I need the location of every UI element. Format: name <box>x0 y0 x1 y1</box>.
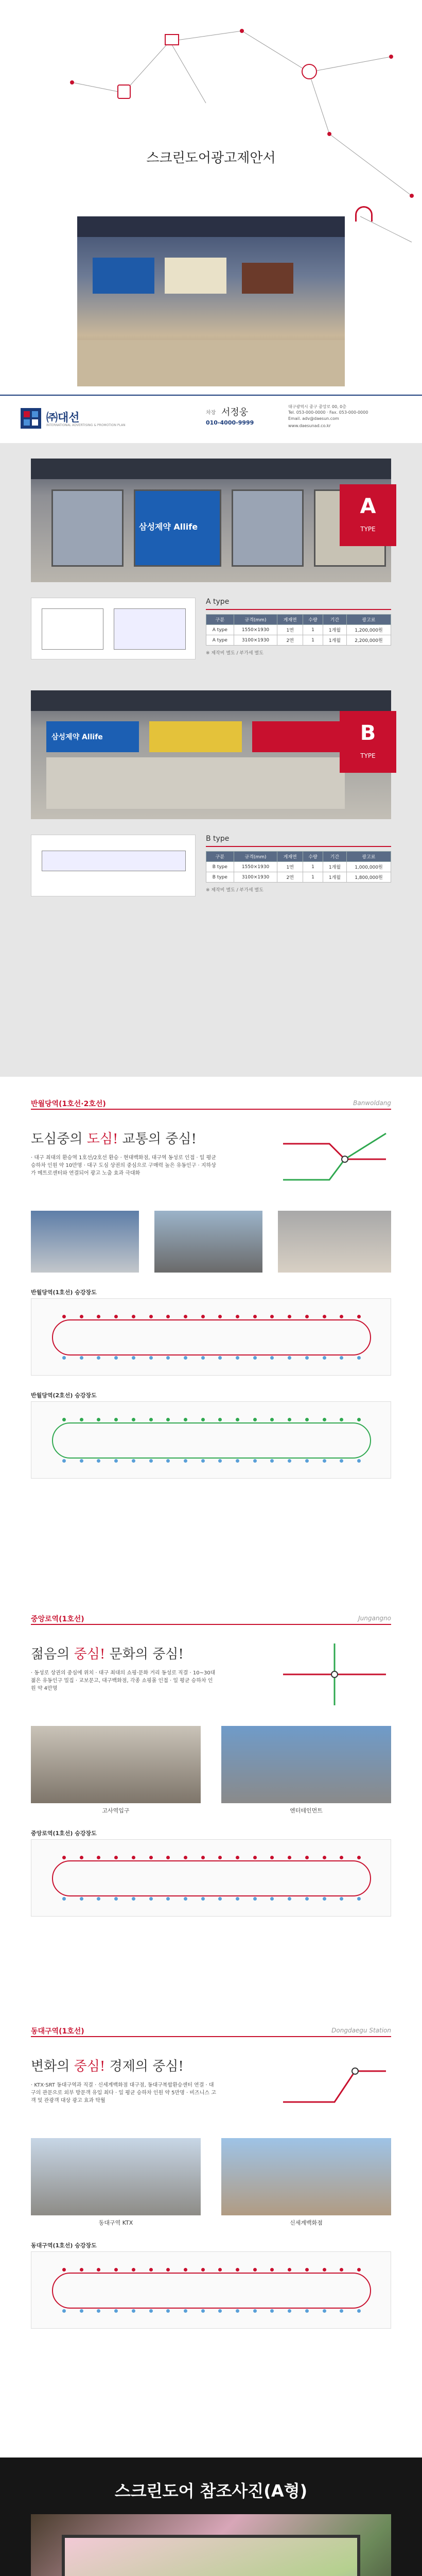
screen-door-dot <box>218 1897 222 1901</box>
screen-door-dot <box>323 2309 326 2313</box>
screen-door-dot <box>201 1418 205 1421</box>
banwoldang-en: Banwoldang <box>353 1099 391 1107</box>
screen-door-dot <box>253 2309 257 2313</box>
screen-door-dot <box>184 1315 187 1318</box>
jungangno-en: Jungangno <box>358 1615 391 1622</box>
jungangno-photo-2-caption: 엔터테인먼트 <box>290 1807 323 1814</box>
screen-door-dot <box>340 1356 343 1360</box>
screen-door-dot <box>114 2309 118 2313</box>
screen-door-dot <box>80 1856 83 1859</box>
b-type-note: ※ 제작비 별도 / 부가세 별도 <box>206 888 263 893</box>
screen-door-dot <box>253 1459 257 1463</box>
globe-icon <box>302 64 317 79</box>
screen-door-dot <box>270 1459 274 1463</box>
screen-door-dot <box>166 1315 170 1318</box>
screen-door-dot <box>132 1897 135 1901</box>
a-type-note: ※ 제작비 별도 / 부가세 별도 <box>206 651 263 656</box>
ref-a-section <box>0 2458 422 2576</box>
screen-door-dot <box>340 1418 343 1421</box>
screen-door-dot <box>166 2268 170 2272</box>
screen-door-dot <box>114 2268 118 2272</box>
table-header-cell: 기간 <box>323 615 346 625</box>
table-cell: 1면 <box>277 862 303 872</box>
screen-door-dot <box>236 1418 239 1421</box>
screen-door-dot <box>166 1418 170 1421</box>
jungangno-photo-2 <box>221 1726 391 1803</box>
screen-door-dot <box>97 1897 100 1901</box>
ref-a-title: 스크린도어 참조사진(A형) <box>114 2481 308 2501</box>
address-line1: 대구광역시 중구 중앙로 00, 0층 <box>288 404 346 409</box>
screen-door-dot <box>357 2268 361 2272</box>
screen-door-dot <box>184 1459 187 1463</box>
screen-door-dot <box>236 2309 239 2313</box>
screen-door-dot <box>270 2268 274 2272</box>
banwoldang-section <box>0 1077 422 1602</box>
screen-door-dot <box>288 1356 291 1360</box>
screen-door-dot <box>323 1315 326 1318</box>
screen-door-dot <box>184 1418 187 1421</box>
banwoldang-bullets: · 대구 최대의 환승역 1호선/2호선 환승 · 현대백화점, 대구역 동성로 인접 · 일 평균 승하차 인원 약 10만명 · 대구 도심 상권의 중심으로 구매력 높은 유동인구 · 지하상가 메트로센터와 연결되어 광고 노출 효과 극대화 <box>31 1155 216 1176</box>
table-header-cell: 수량 <box>303 615 323 625</box>
screen-door-dot <box>62 1856 66 1859</box>
table-header-cell: 광고료 <box>346 615 391 625</box>
screen-door-dot <box>201 1315 205 1318</box>
screen-door-dot <box>166 1459 170 1463</box>
table-cell: 1,800,000원 <box>346 872 391 883</box>
table-cell: 1 <box>303 872 323 883</box>
screen-door-dot <box>114 1315 118 1318</box>
table-cell: B type <box>206 862 234 872</box>
screen-door-dot <box>253 1418 257 1421</box>
screen-door-dot <box>62 1897 66 1901</box>
screen-door-dot <box>114 1356 118 1360</box>
dongdaegu-photo-1-caption: 동대구역 KTX <box>98 2219 133 2226</box>
screen-door-dot <box>218 1315 222 1318</box>
dongdaegu-section <box>0 2014 422 2458</box>
dongdaegu-photo-1 <box>31 2138 201 2215</box>
screen-door-dot <box>80 1315 83 1318</box>
cover-title: 스크린도어광고제안서 <box>146 150 276 166</box>
rep-name: 서정웅 <box>221 407 249 418</box>
dongdaegu-photo-2-caption: 신세계백화점 <box>290 2219 323 2226</box>
table-row <box>206 625 391 635</box>
a-type-label: A type <box>206 598 230 606</box>
banwoldang-photo-3 <box>278 1211 391 1273</box>
phone-icon <box>117 84 131 99</box>
table-cell: 3100×1930 <box>234 872 277 883</box>
screen-door-dot <box>201 1897 205 1901</box>
screen-door-dot <box>149 2268 153 2272</box>
screen-door-dot <box>357 1315 361 1318</box>
table-cell: 1550×1930 <box>234 862 277 872</box>
b-badge-letter: B <box>360 721 376 745</box>
a-type-spec-drawing <box>31 598 196 659</box>
dongdaegu-slogan: 변화의 중심! 경제의 중심! <box>31 2059 184 2074</box>
table-cell: 1,000,000원 <box>346 862 391 872</box>
screen-door-dot <box>357 1459 361 1463</box>
b-type-price-table <box>206 851 391 883</box>
table-header-cell: 광고료 <box>346 852 391 862</box>
screen-door-dot <box>270 1315 274 1318</box>
table-cell: 1,200,000원 <box>346 625 391 635</box>
table-header-cell: 게재면 <box>277 852 303 862</box>
banwoldang-photo-1 <box>31 1211 139 1273</box>
jungangno-line-map <box>278 1638 391 1710</box>
jungangno-slogan: 젊음의 중심! 문화의 중심! <box>31 1647 184 1662</box>
table-cell: 1개월 <box>323 872 346 883</box>
cover-photo-section <box>0 216 422 443</box>
screen-door-dot <box>97 1315 100 1318</box>
screen-door-dot <box>253 1856 257 1859</box>
screen-door-dot <box>80 1418 83 1421</box>
table-header-cell: 구분 <box>206 615 234 625</box>
company-sub: INTERNATIONAL ADVERTISING & PROMOTION PLAN <box>46 423 126 427</box>
table-cell: 1면 <box>277 625 303 635</box>
screen-door-dot <box>357 1897 361 1901</box>
cover-photo <box>77 216 345 386</box>
screen-door-dot <box>218 2309 222 2313</box>
screen-door-dot <box>253 1315 257 1318</box>
table-cell: 1개월 <box>323 625 346 635</box>
screen-door-dot <box>62 1315 66 1318</box>
table-cell: B type <box>206 872 234 883</box>
address-line3[interactable]: Email. adv@daesun.com <box>288 416 339 421</box>
a-photo-ad-text: 삼성제약 Allife <box>139 522 198 532</box>
a-type-rule <box>206 609 391 610</box>
screen-door-dot <box>149 1315 153 1318</box>
screen-door-dot <box>132 1856 135 1859</box>
b-type-rule <box>206 846 391 847</box>
screen-door-dot <box>114 1418 118 1421</box>
screen-door-dot <box>149 1418 153 1421</box>
banwoldang-slogan: 도심중의 도심! 교통의 중심! <box>31 1131 197 1147</box>
banwoldang-line-map <box>278 1123 391 1195</box>
screen-door-dot <box>340 1856 343 1859</box>
a-type-price-table <box>206 614 391 646</box>
screen-door-dot <box>305 1897 309 1901</box>
screen-door-dot <box>236 1897 239 1901</box>
dongdaegu-header <box>31 2025 391 2037</box>
screen-door-dot <box>288 1459 291 1463</box>
table-cell: 2면 <box>277 635 303 646</box>
table-cell: A type <box>206 625 234 635</box>
banwoldang-header <box>31 1097 391 1110</box>
screen-door-dot <box>288 2268 291 2272</box>
table-header-cell: 기간 <box>323 852 346 862</box>
table-cell: 1 <box>303 635 323 646</box>
screen-door-dot <box>270 2309 274 2313</box>
screen-door-dot <box>97 2309 100 2313</box>
banwoldang-title: 반월당역(1호선·2호선) <box>31 1100 106 1108</box>
b-type-spec-drawing <box>31 835 196 896</box>
a-badge-sub: TYPE <box>360 526 376 533</box>
screen-door-dot <box>340 2268 343 2272</box>
screen-door-dot <box>184 1856 187 1859</box>
screen-door-dot <box>340 1897 343 1901</box>
b-type-photo <box>31 690 391 819</box>
screen-door-dot <box>184 1356 187 1360</box>
screen-door-dot <box>218 1356 222 1360</box>
screen-door-dot <box>201 2309 205 2313</box>
screen-door-dot <box>305 1315 309 1318</box>
company-name: ㈜대선 <box>46 412 80 425</box>
dongdaegu-line-map <box>278 2050 391 2123</box>
table-cell: A type <box>206 635 234 646</box>
screen-door-dot <box>80 1356 83 1360</box>
b-photo-ad-text: 삼성제약 Allife <box>51 733 103 741</box>
screen-door-dot <box>323 1459 326 1463</box>
screen-door-dot <box>288 1315 291 1318</box>
dongdaegu-photo-2 <box>221 2138 391 2215</box>
screen-door-dot <box>80 1459 83 1463</box>
screen-door-dot <box>132 1418 135 1421</box>
screen-door-dot <box>357 1418 361 1421</box>
screen-door-dot <box>166 1856 170 1859</box>
address-line2: Tel. 053-000-0000 · Fax. 053-000-0000 <box>288 410 368 415</box>
jungangno-photo-1-caption: 고사역입구 <box>102 1807 130 1814</box>
screen-door-dot <box>149 1356 153 1360</box>
screen-door-dot <box>201 1459 205 1463</box>
screen-door-dot <box>323 1418 326 1421</box>
table-cell: 1개월 <box>323 635 346 646</box>
banwoldang-photo-2 <box>154 1211 262 1273</box>
dongdaegu-bullets: · KTX·SRT 동대구역과 직결 · 신세계백화점 대구점, 동대구복합환승센터 연결 · 대구의 관문으로 외부 방문객 유입 최다 · 일 평균 승하차 인원 약 5만명 · 비즈니스 고객 및 관광객 대상 광고 효과 탁월 <box>31 2082 216 2104</box>
screen-door-dot <box>62 2309 66 2313</box>
a-type-photo <box>31 459 391 582</box>
table-cell: 1개월 <box>323 862 346 872</box>
jungangno-header <box>31 1613 391 1625</box>
screen-door-dot <box>236 1315 239 1318</box>
screen-door-dot <box>236 1856 239 1859</box>
screen-door-dot <box>305 2309 309 2313</box>
table-row <box>206 872 391 883</box>
screen-door-dot <box>323 1897 326 1901</box>
jungangno-section <box>0 1602 422 2014</box>
screen-door-dot <box>236 1356 239 1360</box>
screen-door-dot <box>132 1356 135 1360</box>
screen-door-dot <box>357 2309 361 2313</box>
screen-door-dot <box>218 2268 222 2272</box>
screen-door-dot <box>323 2268 326 2272</box>
screen-door-dot <box>166 1897 170 1901</box>
screen-door-dot <box>132 1315 135 1318</box>
table-cell: 3100×1930 <box>234 635 277 646</box>
screen-door-dot <box>97 1418 100 1421</box>
screen-door-dot <box>132 2268 135 2272</box>
dongdaegu-title: 동대구역(1호선) <box>31 2027 84 2036</box>
screen-door-dot <box>149 1856 153 1859</box>
screen-door-dot <box>288 1897 291 1901</box>
screen-door-dot <box>305 1356 309 1360</box>
address-line4[interactable]: www.daesunad.co.kr <box>288 423 331 428</box>
screen-door-dot <box>305 2268 309 2272</box>
screen-door-dot <box>218 1856 222 1859</box>
rep-phone[interactable]: 010-4000-9999 <box>206 419 254 426</box>
screen-door-dot <box>114 1856 118 1859</box>
types-section <box>0 443 422 1077</box>
b-type-label: B type <box>206 835 230 843</box>
screen-door-dot <box>340 1315 343 1318</box>
b-type-badge <box>340 711 396 773</box>
dongdaegu-diag1 <box>31 2251 391 2329</box>
table-cell: 2,200,000원 <box>346 635 391 646</box>
banwoldang-diag1 <box>31 1298 391 1376</box>
company-logo-icon <box>21 408 41 429</box>
screen-door-dot <box>80 2268 83 2272</box>
screen-door-dot <box>132 1459 135 1463</box>
screen-door-dot <box>166 2309 170 2313</box>
dongdaegu-diag1-title: 동대구역(1호선) 승강장도 <box>31 2242 97 2249</box>
screen-door-dot <box>288 1418 291 1421</box>
screen-door-dot <box>340 2309 343 2313</box>
screen-door-dot <box>253 1897 257 1901</box>
screen-door-dot <box>270 1856 274 1859</box>
screen-door-dot <box>149 1459 153 1463</box>
screen-door-dot <box>97 1356 100 1360</box>
table-header-cell: 수량 <box>303 852 323 862</box>
screen-door-dot <box>305 1418 309 1421</box>
screen-door-dot <box>357 1356 361 1360</box>
screen-door-dot <box>288 2309 291 2313</box>
dongdaegu-en: Dongdaegu Station <box>331 2027 391 2034</box>
screen-door-dot <box>270 1897 274 1901</box>
screen-door-dot <box>305 1856 309 1859</box>
screen-door-dot <box>357 1856 361 1859</box>
ref-a-photo-1 <box>31 2514 391 2576</box>
table-row <box>206 635 391 646</box>
jungangno-diag1-title: 중앙로역(1호선) 승강장도 <box>31 1830 97 1837</box>
screen-door-dot <box>201 1856 205 1859</box>
screen-door-dot <box>201 1356 205 1360</box>
screen-door-dot <box>62 1356 66 1360</box>
screen-door-dot <box>166 1356 170 1360</box>
table-header-cell: 게재면 <box>277 615 303 625</box>
jungangno-bullets: · 동성로 상권의 중심에 위치 · 대구 최대의 쇼핑·문화 거리 동성로 직결 · 10~30대 젊은 유동인구 밀집 · 교보문고, 대구백화점, 각종 쇼핑몰 인접 · 일 평균 승하차 인원 약 4만명 <box>31 1670 216 1691</box>
screen-door-dot <box>114 1459 118 1463</box>
a-badge-letter: A <box>360 495 376 518</box>
screen-door-dot <box>218 1418 222 1421</box>
screen-door-dot <box>218 1459 222 1463</box>
b-badge-sub: TYPE <box>360 752 376 759</box>
screen-door-dot <box>236 2268 239 2272</box>
screen-door-dot <box>323 1356 326 1360</box>
banwoldang-diag2 <box>31 1401 391 1479</box>
screen-door-dot <box>97 2268 100 2272</box>
banwoldang-diag1-title: 반월당역(1호선) 승강장도 <box>31 1289 97 1296</box>
screen-door-dot <box>253 2268 257 2272</box>
screen-door-dot <box>62 1459 66 1463</box>
screen-door-dot <box>114 1897 118 1901</box>
screen-door-dot <box>201 2268 205 2272</box>
screen-door-dot <box>236 1459 239 1463</box>
table-cell: 1550×1930 <box>234 625 277 635</box>
screen-door-dot <box>62 1418 66 1421</box>
table-header-cell: 구분 <box>206 852 234 862</box>
screen-door-dot <box>97 1856 100 1859</box>
a-type-badge <box>340 484 396 546</box>
table-cell: 1 <box>303 625 323 635</box>
screen-door-dot <box>132 2309 135 2313</box>
rep-title: 차장 <box>206 410 216 416</box>
screen-door-dot <box>149 2309 153 2313</box>
screen-door-dot <box>62 2268 66 2272</box>
screen-door-dot <box>184 2268 187 2272</box>
screen-door-dot <box>288 1856 291 1859</box>
screen-door-dot <box>270 1418 274 1421</box>
table-header-cell: 규격(mm) <box>234 615 277 625</box>
jungangno-photo-1 <box>31 1726 201 1803</box>
jungangno-title: 중앙로역(1호선) <box>31 1615 84 1623</box>
screen-door-dot <box>184 2309 187 2313</box>
screen-door-dot <box>80 1897 83 1901</box>
banwoldang-diag2-title: 반월당역(2호선) 승강장도 <box>31 1392 97 1399</box>
monitor-icon <box>165 34 179 45</box>
screen-door-dot <box>323 1856 326 1859</box>
jungangno-diag1 <box>31 1839 391 1917</box>
table-header-cell: 규격(mm) <box>234 852 277 862</box>
screen-door-dot <box>253 1356 257 1360</box>
screen-door-dot <box>97 1459 100 1463</box>
table-cell: 1 <box>303 862 323 872</box>
screen-door-dot <box>80 2309 83 2313</box>
screen-door-dot <box>340 1459 343 1463</box>
screen-door-dot <box>184 1897 187 1901</box>
cover-divider <box>0 395 422 396</box>
screen-door-dot <box>305 1459 309 1463</box>
screen-door-dot <box>149 1897 153 1901</box>
screen-door-dot <box>270 1356 274 1360</box>
table-row <box>206 862 391 872</box>
table-cell: 2면 <box>277 872 303 883</box>
